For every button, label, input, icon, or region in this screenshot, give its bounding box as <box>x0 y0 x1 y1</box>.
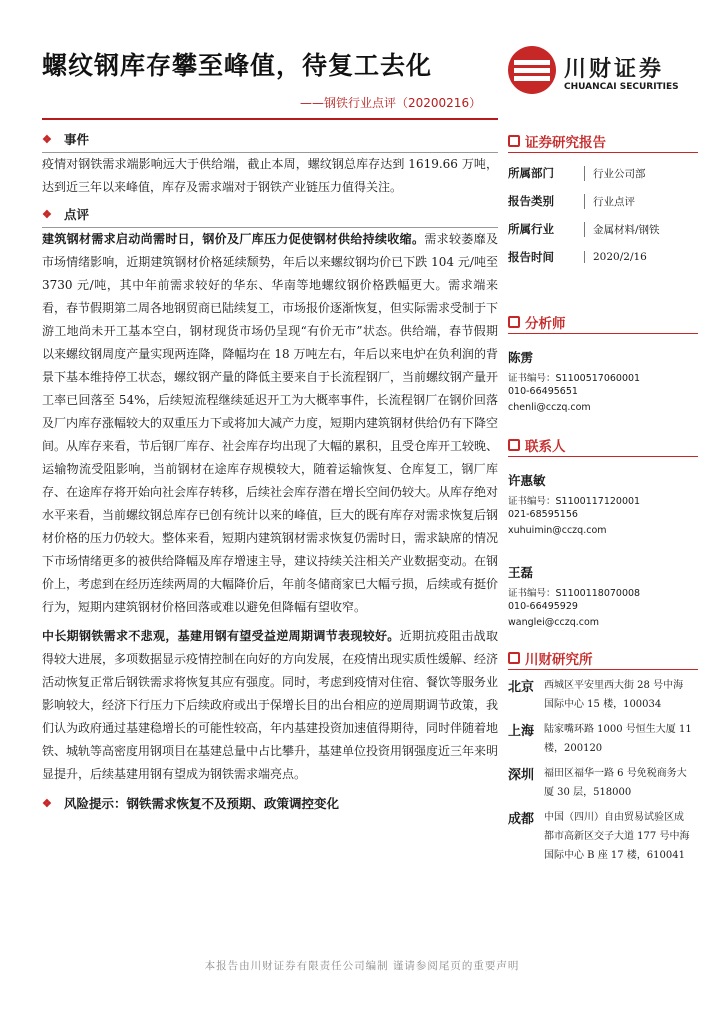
contact-icon <box>508 439 520 451</box>
report-subtitle: ——钢铁行业点评（20200216） <box>300 96 482 110</box>
paragraph-2-body: 近期抗疫阻击战取得较大进展，多项数据显示疫情控制在向好的方向发展，在疫情出现实质性缓解、经济活动恢复正常后钢铁需求将恢复其应有强度。同时，考虑到疫情对住宿、餐饮等服务业影响较大，经济下行压力下后续政府或出于保增长目的出台相应的逆周期调节政策，我们认为政府通过基建稳增长的可能性较高，年内基建投资加速值得期待，同时伴随着地铁、城轨等高密度用钢项目在基建总量中占比攀升，基建单位投资用钢强度近三年来明显提升，后续基建用钢有望成为钢铁需求端亮点。 <box>42 629 499 781</box>
analyst-heading: 分析师 <box>508 311 698 334</box>
logo-chinese-name: 川财证券 <box>564 57 665 82</box>
logo-mark-icon <box>508 46 556 94</box>
risk-label: 风险提示： <box>64 795 127 811</box>
risk-text: 钢铁需求恢复不及预期、政策调控变化 <box>126 795 340 811</box>
comment-paragraph-1 <box>42 228 498 619</box>
analyst-email[interactable]: chenli@cczq.com <box>508 402 591 413</box>
info-row: 报告类别 行业点评 <box>508 194 635 208</box>
contact-license: 证书编号：S1100117120001 <box>508 496 641 507</box>
contact-name: 王磊 <box>508 565 534 580</box>
institute-heading: 川财研究所 <box>508 647 698 670</box>
comment-paragraph-2 <box>42 625 498 786</box>
diamond-icon: ❖ <box>42 207 52 221</box>
contact-license: 证书编号：S1100118070008 <box>508 588 641 599</box>
contact-card <box>508 471 698 541</box>
brand-logo <box>508 46 698 100</box>
info-row: 所属部门 行业公司部 <box>508 166 646 180</box>
office-chengdu: 成都 中国（四川）自由贸易试验区成都市高新区交子大道 177 号中海国际中心 B 座 17 楼，610041 <box>508 812 690 861</box>
risk-warning <box>42 792 498 814</box>
report-icon <box>508 135 520 147</box>
page-footer: 本报告由川财证券有限责任公司编制 谨请参阅尾页的重要声明 <box>204 960 520 972</box>
sidebar <box>508 130 698 871</box>
logo-english-name: CHUANCAI SECURITIES <box>564 82 679 92</box>
diamond-icon: ❖ <box>42 132 52 146</box>
paragraph-1-body: 需求较萎靡及市场情绪影响，近期建筑钢材价格延续颓势，年后以来螺纹钢均价已下跌 104 元/吨至 3730 元/吨，其中年前需求较好的华东、华南等地螺纹钢价格跌幅更大。需求端来看，春节假期第二周各地钢贸商已陆续复工，市场报价逐渐恢复，但实际需求受制于下游工地尚未开工基本空白，钢材现货市场仍呈现“有价无市”状态。供给端，春节假期以来螺纹钢周度产量实现两连降，降幅均在 18 万吨左右，年后以来电炉在负利润的背景下基本维持停工状态，螺纹钢产量的降低主要来自于长流程钢厂，当前螺纹钢产量开工率已回落至 54%，后续短流程继续延迟开工为大概率事件，长流程钢厂在钢价回落及厂内库存涨幅较大的双重压力下或将加大减产力度，短期内建筑钢材供给仍有下降空间。从库存来看，节后钢厂库存、社会库存均出现了大幅的累积，且受仓库开工较晚、运输物流受阻影响，当前钢材在途库存规模较大，随着运输恢复、仓库复工，钢厂库存、在途库存将开始向社会库存转移，后续社会库存潜在增长空间仍较大。从库存绝对水平来看，当前螺纹钢总库存已创有统计以来的峰值，巨大的既有库存对需求恢复后钢材价格的压力仍较大。整体来看，短期内建筑钢材需求恢复仍需时日，需求缺席的情况下市场情绪更多的被供给降幅及库存增速主导，建议持续关注相关产业数据变动。在钢价上，考虑到在经历连续两周的大幅降价后，年前冬储商家已大幅亏损，后续或有挺价行为，短期内建筑钢材价格回落或难以避免但降幅有望收窄。 <box>42 232 499 614</box>
office-beijing: 北京 西城区平安里西大街 28 号中海国际中心 15 楼，100034 <box>508 680 684 710</box>
analyst-phone: 010-66495651 <box>508 386 578 397</box>
comment-section-heading: ❖ 点评 <box>42 203 498 228</box>
contact-phone: 021-68595156 <box>508 509 578 520</box>
contact-email[interactable]: xuhuimin@cczq.com <box>508 525 607 536</box>
contact-heading: 联系人 <box>508 434 698 457</box>
diamond-icon: ❖ <box>42 796 52 810</box>
contact-email[interactable]: wanglei@cczq.com <box>508 617 600 628</box>
title-divider <box>42 118 498 120</box>
report-info-heading: 证券研究报告 <box>508 130 698 153</box>
contact-phone: 010-66495929 <box>508 601 578 612</box>
contact-card <box>508 563 698 633</box>
office-shanghai: 上海 陆家嘴环路 1000 号恒生大厦 11 楼，200120 <box>508 724 692 754</box>
analyst-card <box>508 348 698 418</box>
institute-icon <box>508 652 520 664</box>
info-row: 所属行业 金属材料/钢铁 <box>508 222 660 236</box>
event-section-heading: ❖ 事件 <box>42 128 498 153</box>
contact-name: 许惠敏 <box>508 473 546 488</box>
analyst-icon <box>508 316 520 328</box>
event-paragraph: 疫情对钢铁需求端影响远大于供给端，截止本周，螺纹钢总库存达到 1619.66 万吨，达到近三年以来峰值，库存及需求端对于钢铁产业链压力值得关注。 <box>42 157 498 194</box>
report-title: 螺纹钢库存攀至峰值，待复工去化 <box>42 51 433 80</box>
main-content <box>42 124 498 814</box>
analyst-license: 证书编号：S1100517060001 <box>508 373 641 384</box>
info-row: 报告时间 2020/2/16 <box>508 250 647 264</box>
paragraph-2-lead: 中长期钢铁需求不悲观，基建用钢有望受益逆周期调节表现较好。 <box>42 629 400 643</box>
office-shenzhen: 深圳 福田区福华一路 6 号免税商务大厦 30 层，518000 <box>508 768 687 798</box>
paragraph-1-lead: 建筑钢材需求启动尚需时日，钢价及厂库压力促使钢材供给持续收缩。 <box>42 232 425 246</box>
analyst-name: 陈雳 <box>508 350 534 365</box>
